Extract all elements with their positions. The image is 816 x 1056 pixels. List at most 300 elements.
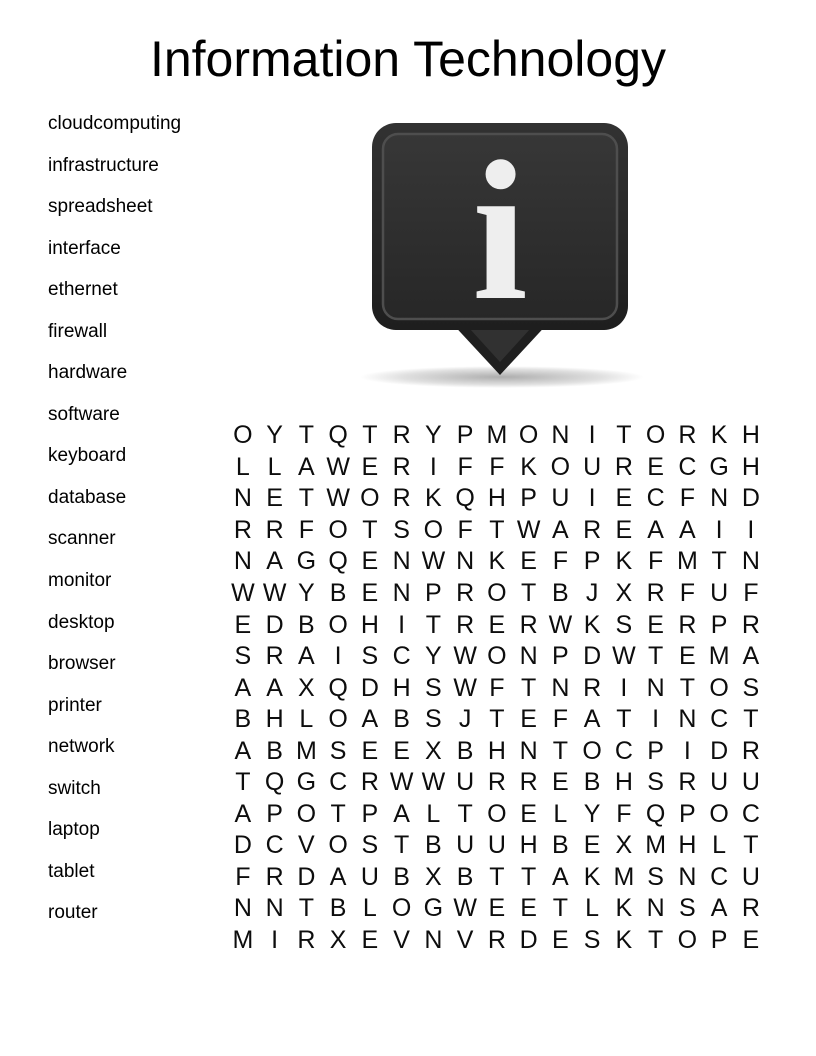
grid-cell: M [232,926,254,955]
grid-cell: E [647,610,664,639]
grid-cell: O [518,421,539,450]
grid-cell: N [392,547,411,576]
grid-cell: I [620,673,628,702]
grid-cell: Y [298,579,315,607]
grid-cell: N [233,547,252,576]
word-list-item: hardware [48,362,128,384]
grid-cell: K [488,547,506,576]
grid-cell: E [615,515,633,544]
grid-cell: F [489,673,505,702]
grid-cell: P [361,799,379,828]
grid-cell: A [552,862,569,891]
grid-cell: B [234,705,252,734]
grid-cell: W [326,484,350,513]
grid-cell: K [520,452,537,481]
grid-cell: W [453,894,477,923]
grid-cell: A [234,799,252,828]
word-list-item: cloudcomputing [48,113,182,134]
grid-cell: R [360,768,379,797]
grid-cell: O [423,515,444,544]
grid-cell: T [457,799,473,828]
grid-cell: O [487,579,507,607]
grid-cell: B [425,831,442,860]
grid-cell: E [361,579,379,607]
grid-cell: T [520,673,537,702]
grid-cell: D [710,736,729,765]
grid-cell: H [265,705,284,734]
grid-cell: P [552,642,569,671]
grid-cell: O [709,673,729,702]
grid-cell: T [298,894,315,923]
grid-cell: T [616,705,632,734]
grid-cell: H [741,452,760,481]
grid-cell: O [296,799,317,828]
grid-cell: A [583,705,601,734]
grid-cell: B [329,894,347,923]
grid-cell: Q [328,547,348,576]
grid-cell: Y [425,642,442,671]
grid-cell: T [235,768,251,797]
grid-cell: G [296,547,317,576]
grid-cell: W [421,547,446,576]
grid-cell: Y [583,799,601,828]
grid-cell: N [456,547,475,576]
grid-cell: O [677,926,698,955]
grid-cell: H [487,736,506,765]
grid-cell: T [647,926,664,955]
grid-cell: C [614,736,633,765]
grid-cell: K [615,547,633,576]
grid-cell: C [265,831,284,860]
grid-cell: T [298,484,315,513]
grid-cell: A [710,894,728,923]
grid-cell: R [678,768,697,797]
grid-cell: N [519,642,538,671]
grid-cell: H [614,768,633,797]
grid-cell: R [519,768,538,797]
grid-cell: S [393,515,410,544]
grid-cell: E [520,894,537,923]
grid-cell: S [329,736,347,765]
grid-cell: E [647,452,664,481]
grid-cell: Y [266,421,283,450]
grid-cell: R [583,673,602,702]
grid-cell: X [329,926,347,955]
grid-cell: R [265,642,284,671]
grid-cell: L [235,452,250,481]
grid-cell: R [297,926,316,955]
grid-cell: E [361,452,379,481]
grid-cell: R [519,610,538,639]
grid-cell: W [453,642,477,671]
grid-cell: N [710,484,729,513]
grid-cell: T [362,421,378,450]
word-list-item: laptop [48,819,100,841]
grid-cell: T [298,421,315,450]
grid-cell: R [265,515,284,544]
word-list-item: interface [48,237,121,259]
grid-cell: R [741,610,760,639]
grid-cell: N [265,894,284,923]
grid-cell: H [519,831,538,860]
grid-cell: C [741,799,760,828]
word-list-item: software [48,403,120,425]
grid-cell: N [551,673,570,702]
grid-cell: F [552,705,569,734]
grid-cell: Q [328,673,348,702]
grid-cell: O [645,421,666,450]
grid-cell: X [425,736,442,765]
grid-cell: T [520,579,537,607]
grid-cell: E [361,736,379,765]
grid-cell: T [489,862,505,891]
grid-cell: T [711,547,727,576]
grid-cell: A [298,452,315,481]
grid-cell: T [679,673,696,702]
grid-cell: W [421,768,446,797]
grid-cell: O [328,515,348,544]
grid-cell: F [235,862,251,891]
grid-cell: G [296,768,317,797]
grid-cell: E [679,642,696,671]
grid-cell: R [392,484,411,513]
grid-cell: R [456,579,475,607]
word-list-item: firewall [48,320,108,342]
grid-cell: G [709,452,729,481]
grid-cell: T [330,799,346,828]
word-list-item: switch [48,777,101,799]
grid-cell: W [453,673,477,702]
grid-cell: D [297,862,316,891]
grid-cell: T [393,831,410,860]
grid-cell: F [298,515,315,544]
grid-cell: F [457,452,473,481]
grid-cell: N [551,421,570,450]
grid-cell: P [679,799,696,828]
grid-cell: F [552,547,569,576]
grid-cell: I [429,452,437,481]
grid-cell: I [588,484,596,513]
grid-cell: C [710,705,729,734]
grid-cell: T [520,862,537,891]
word-list-item: monitor [48,570,112,592]
word-list [48,103,181,934]
grid-cell: S [361,831,379,860]
grid-cell: I [652,705,660,734]
grid-cell: L [585,894,600,923]
grid-cell: N [678,705,697,734]
grid-cell: T [743,705,759,734]
grid-cell: B [329,579,347,607]
grid-cell: F [647,547,664,576]
grid-cell: R [233,515,252,544]
grid-cell: N [233,894,252,923]
grid-cell: N [678,862,697,891]
grid-cell: A [742,642,760,671]
grid-cell: O [391,894,412,923]
grid-cell: O [360,484,380,513]
grid-cell: K [615,926,633,955]
grid-cell: V [298,831,315,860]
grid-cell: P [266,799,283,828]
grid-cell: D [741,484,760,513]
grid-cell: W [612,642,636,671]
word-search-grid [227,420,767,956]
grid-cell: R [741,894,760,923]
grid-cell: O [328,610,348,639]
grid-cell: T [489,705,505,734]
grid-cell: F [679,579,696,607]
grid-cell: U [710,768,729,797]
grid-cell: S [647,862,664,891]
grid-cell: N [392,579,411,607]
grid-cell: B [552,579,569,607]
grid-cell: A [234,673,252,702]
grid-cell: F [616,799,632,828]
word-list-item: database [48,486,127,508]
grid-cell: P [710,926,728,955]
word-list-item: printer [48,694,102,716]
grid-cell: L [362,894,377,923]
grid-cell: O [487,642,507,671]
grid-cell: N [233,484,252,513]
grid-cell: T [552,736,569,765]
grid-cell: U [456,831,475,860]
grid-cell: K [710,421,728,450]
grid-cell: E [266,484,283,513]
grid-cell: I [398,610,406,639]
grid-cell: R [487,926,506,955]
grid-cell: B [393,705,410,734]
grid-cell: U [710,579,729,607]
grid-cell: U [456,768,475,797]
grid-cell: L [299,705,314,734]
grid-cell: W [262,579,287,607]
word-list-item: network [48,736,115,758]
grid-cell: U [487,831,506,860]
grid-cell: F [743,579,759,607]
grid-cell: B [393,862,410,891]
grid-cell: R [583,515,602,544]
grid-cell: O [487,799,507,828]
grid-cell: M [676,547,698,576]
grid-cell: H [360,610,379,639]
grid-cell: R [678,421,697,450]
grid-cell: R [265,862,284,891]
grid-cell: D [519,926,538,955]
word-list-item: infrastructure [48,154,159,176]
grid-cell: G [423,894,444,923]
grid-cell: E [552,926,569,955]
grid-cell: P [456,421,474,450]
grid-cell: E [742,926,760,955]
information-icon [350,110,660,395]
grid-cell: Q [645,799,666,828]
grid-cell: W [389,768,414,797]
grid-cell: M [295,736,317,765]
grid-cell: E [393,736,410,765]
grid-cell: A [329,862,347,891]
grid-cell: I [271,926,279,955]
grid-cell: K [583,610,601,639]
grid-cell: T [743,831,759,860]
grid-cell: B [552,831,569,860]
grid-cell: D [583,642,602,671]
grid-cell: I [334,642,342,671]
grid-cell: O [328,705,348,734]
grid-cell: X [615,579,633,607]
grid-cell: P [710,610,728,639]
grid-cell: Q [328,421,348,450]
grid-cell: R [741,736,760,765]
grid-cell: E [520,799,537,828]
grid-cell: S [361,642,379,671]
grid-cell: F [679,484,696,513]
grid-cell: B [583,768,601,797]
grid-cell: X [615,831,633,860]
grid-cell: T [489,515,505,544]
grid-cell: R [392,452,411,481]
grid-cell: Q [455,484,475,513]
grid-cell: B [266,736,283,765]
grid-cell: C [329,768,348,797]
word-list-item: scanner [48,528,116,550]
grid-cell: A [393,799,410,828]
grid-cell: V [456,926,474,955]
grid-cell: A [234,736,252,765]
grid-cell: X [298,673,315,702]
grid-cell: S [615,610,633,639]
grid-cell: W [548,610,573,639]
grid-cell: Q [264,768,285,797]
grid-cell: E [361,547,379,576]
grid-cell: N [424,926,443,955]
grid-cell: T [425,610,442,639]
grid-cell: H [487,484,506,513]
grid-cell: T [552,894,569,923]
grid-cell: V [393,926,410,955]
grid-cell: C [710,862,729,891]
grid-cell: B [456,736,474,765]
grid-cell: R [614,452,633,481]
grid-cell: T [362,515,378,544]
grid-cell: W [516,515,541,544]
grid-cell: E [520,547,537,576]
word-list-item: router [48,902,98,924]
grid-cell: T [616,421,632,450]
grid-cell: B [298,610,315,639]
grid-cell: E [234,610,252,639]
grid-cell: N [519,736,538,765]
grid-cell: T [647,642,664,671]
grid-cell: A [679,515,696,544]
grid-cell: Y [425,421,442,450]
grid-cell: D [233,831,252,860]
grid-cell: I [588,421,596,450]
grid-cell: A [298,642,315,671]
grid-cell: O [233,421,253,450]
page-title: Information Technology [149,31,667,87]
grid-cell: L [553,799,568,828]
grid-cell: D [360,673,379,702]
grid-cell: K [615,894,633,923]
grid-cell: E [488,610,506,639]
grid-cell: R [678,610,697,639]
grid-cell: S [425,673,442,702]
grid-cell: F [489,452,505,481]
grid-cell: S [742,673,760,702]
grid-cell: E [488,894,506,923]
grid-cell: N [741,547,760,576]
grid-cell: E [583,831,601,860]
grid-cell: S [679,894,696,923]
grid-cell: L [712,831,727,860]
word-list-item: tablet [48,860,95,882]
grid-cell: H [741,421,760,450]
grid-cell: U [583,452,602,481]
grid-cell: E [552,768,569,797]
grid-cell: A [552,515,569,544]
grid-cell: J [458,705,472,734]
grid-cell: R [487,768,506,797]
grid-cell: M [486,421,508,450]
information-icon-graphic [350,110,660,395]
info-i-glyph: i [472,121,528,342]
grid-cell: L [267,452,282,481]
grid-cell: W [326,452,350,481]
grid-cell: E [615,484,633,513]
grid-cell: S [647,768,664,797]
word-list-item: spreadsheet [48,196,153,218]
grid-cell: A [361,705,379,734]
grid-cell: M [645,831,667,860]
word-list-item: ethernet [48,279,118,301]
grid-cell: E [361,926,379,955]
grid-cell: A [266,673,283,702]
grid-cell: I [747,515,755,544]
grid-cell: R [392,421,411,450]
word-list-item: desktop [48,611,115,633]
grid-cell: P [583,547,601,576]
grid-cell: U [741,768,760,797]
grid-cell: B [456,862,474,891]
grid-cell: J [585,579,599,607]
grid-cell: H [678,831,697,860]
grid-cell: C [392,642,411,671]
grid-cell: N [646,673,665,702]
grid-cell: U [551,484,570,513]
grid-cell: S [234,642,252,671]
grid-cell: O [328,831,348,860]
grid-cell: E [520,705,537,734]
grid-cell: O [582,736,602,765]
grid-cell: R [646,579,665,607]
word-list-item: browser [48,653,116,675]
grid-cell: A [647,515,664,544]
grid-cell: M [708,642,730,671]
grid-cell: R [456,610,475,639]
grid-cell: D [265,610,284,639]
grid-cell: C [678,452,697,481]
grid-cell: S [583,926,601,955]
grid-cell: U [741,862,760,891]
grid-cell: H [392,673,411,702]
grid-cell: X [425,862,442,891]
grid-cell: L [426,799,441,828]
grid-cell: U [360,862,379,891]
word-list-item: keyboard [48,445,127,467]
grid-cell: O [550,452,571,481]
